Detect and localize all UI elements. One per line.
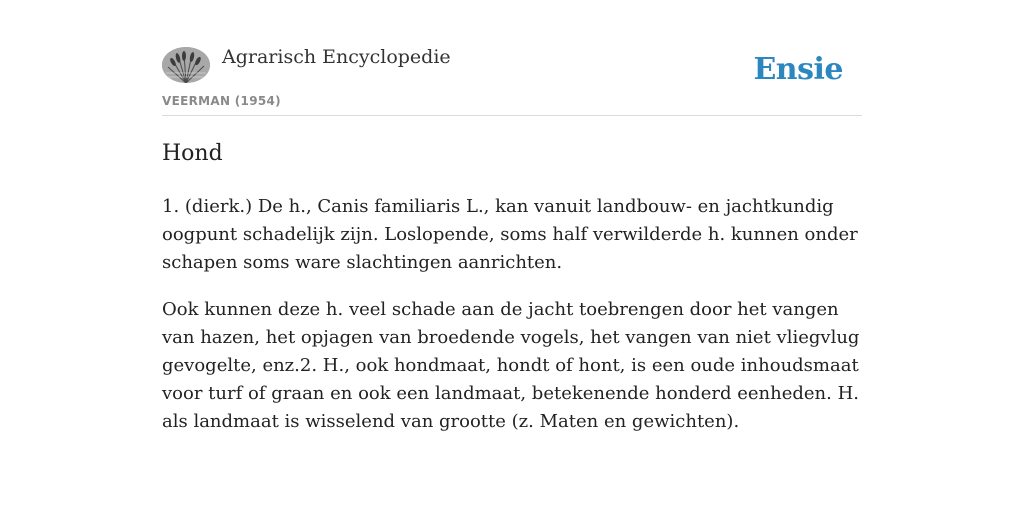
entry-paragraph: 1. (dierk.) De h., Canis familiaris L., kan vanuit landbouw- en jachtkundig oogpunt schadelijk zijn. Loslopende, soms half verwilderde h. kunnen onder schapen soms ware slachtingen aanrichten. [162, 196, 858, 273]
wheat-engraving-icon[interactable] [162, 47, 210, 83]
entry-title: Hond [162, 141, 223, 166]
publication-subtitle: VEERMAN (1954) [162, 94, 281, 108]
entry-body [162, 193, 862, 455]
content-container [162, 0, 862, 432]
entry-paragraph: Ook kunnen deze h. veel schade aan de jacht toebrengen door het vangen van hazen, het opjagen van broedende vogels, het vangen van niet vliegvlug gevogelte, enz.2. H., ook hondmaat, hondt of hont, is een oude inhoudsmaat voor turf of graan en ook een landmaat, betekenende honderd eenheden. H. als landmaat is wisselend van grootte (z. Maten en gewichten). [162, 299, 860, 432]
brand-logo[interactable]: Ensie [753, 52, 843, 87]
publication-title[interactable]: Agrarisch Encyclopedie [222, 46, 451, 68]
publication-header [162, 0, 862, 116]
